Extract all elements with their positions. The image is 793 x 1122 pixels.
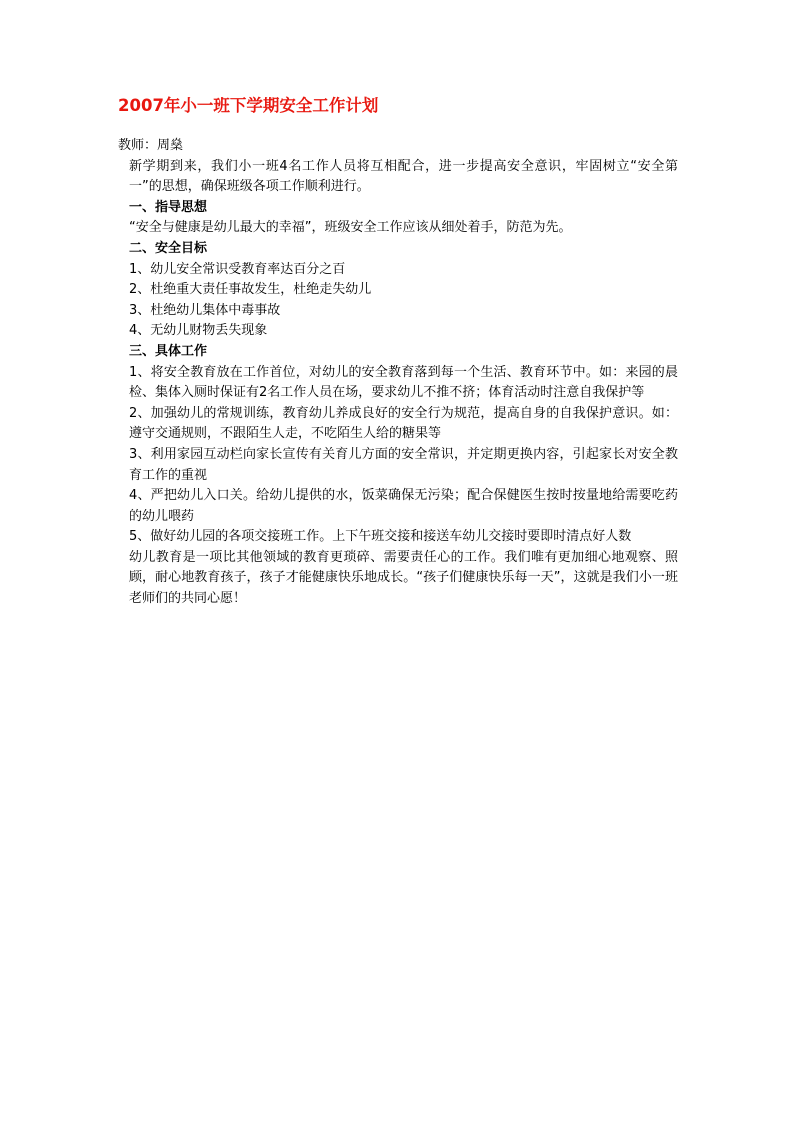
closing-paragraph: 幼儿教育是一项比其他领域的教育更琐碎、需要责任心的工作。我们唯有更加细心地观察、照顾，耐心地教育孩子，孩子才能健康快乐地成长。“孩子们健康快乐每一天”，这就是我们小一班老师们的共同心愿！ — [129, 549, 678, 607]
section-heading-guiding-ideology: 一、指导思想 — [129, 199, 208, 215]
work-item: 5、做好幼儿园的各项交接班工作。上下午班交接和接送车幼儿交接时要即时清点好人数 — [129, 529, 632, 545]
teacher-line: 教师：周燊 — [118, 138, 184, 153]
safety-goal-item: 3、杜绝幼儿集体中毒事故 — [129, 302, 281, 318]
work-item: 2、加强幼儿的常规训练，教育幼儿养成良好的安全行为规范，提高自身的自我保护意识。如：遵守交通规则，不跟陌生人走，不吃陌生人给的糖果等 — [129, 405, 678, 442]
safety-goal-item: 4、无幼儿财物丢失现象 — [129, 323, 268, 339]
document-page — [118, 94, 678, 610]
work-item: 1、将安全教育放在工作首位，对幼儿的安全教育落到每一个生活、教育环节中。如：来园的晨检、集体入厕时保证有2名工作人员在场，要求幼儿不推不挤；体育活动时注意自我保护等 — [129, 364, 678, 401]
intro-paragraph: 新学期到来，我们小一班4名工作人员将互相配合，进一步提高安全意识，牢固树立“安全第一”的思想，确保班级各项工作顺利进行。 — [129, 158, 678, 195]
document-title: 2007年小一班下学期安全工作计划 — [118, 96, 379, 115]
document-body — [118, 136, 678, 610]
work-item: 3、利用家园互动栏向家长宣传有关育儿方面的安全常识，并定期更换内容，引起家长对安全教育工作的重视 — [129, 446, 678, 483]
section-heading-specific-work: 三、具体工作 — [129, 343, 208, 359]
safety-goal-item: 2、杜绝重大责任事故发生，杜绝走失幼儿 — [129, 282, 372, 298]
work-item: 4、严把幼儿入口关。给幼儿提供的水，饭菜确保无污染；配合保健医生按时按量地给需要吃药的幼儿喂药 — [129, 488, 678, 524]
safety-goal-item: 1、幼儿安全常识受教育率达百分之百 — [129, 261, 346, 277]
guiding-ideology-text: “安全与健康是幼儿最大的幸福”，班级安全工作应该从细处着手，防范为先。 — [129, 220, 572, 236]
section-heading-safety-goals: 二、安全目标 — [129, 240, 208, 256]
